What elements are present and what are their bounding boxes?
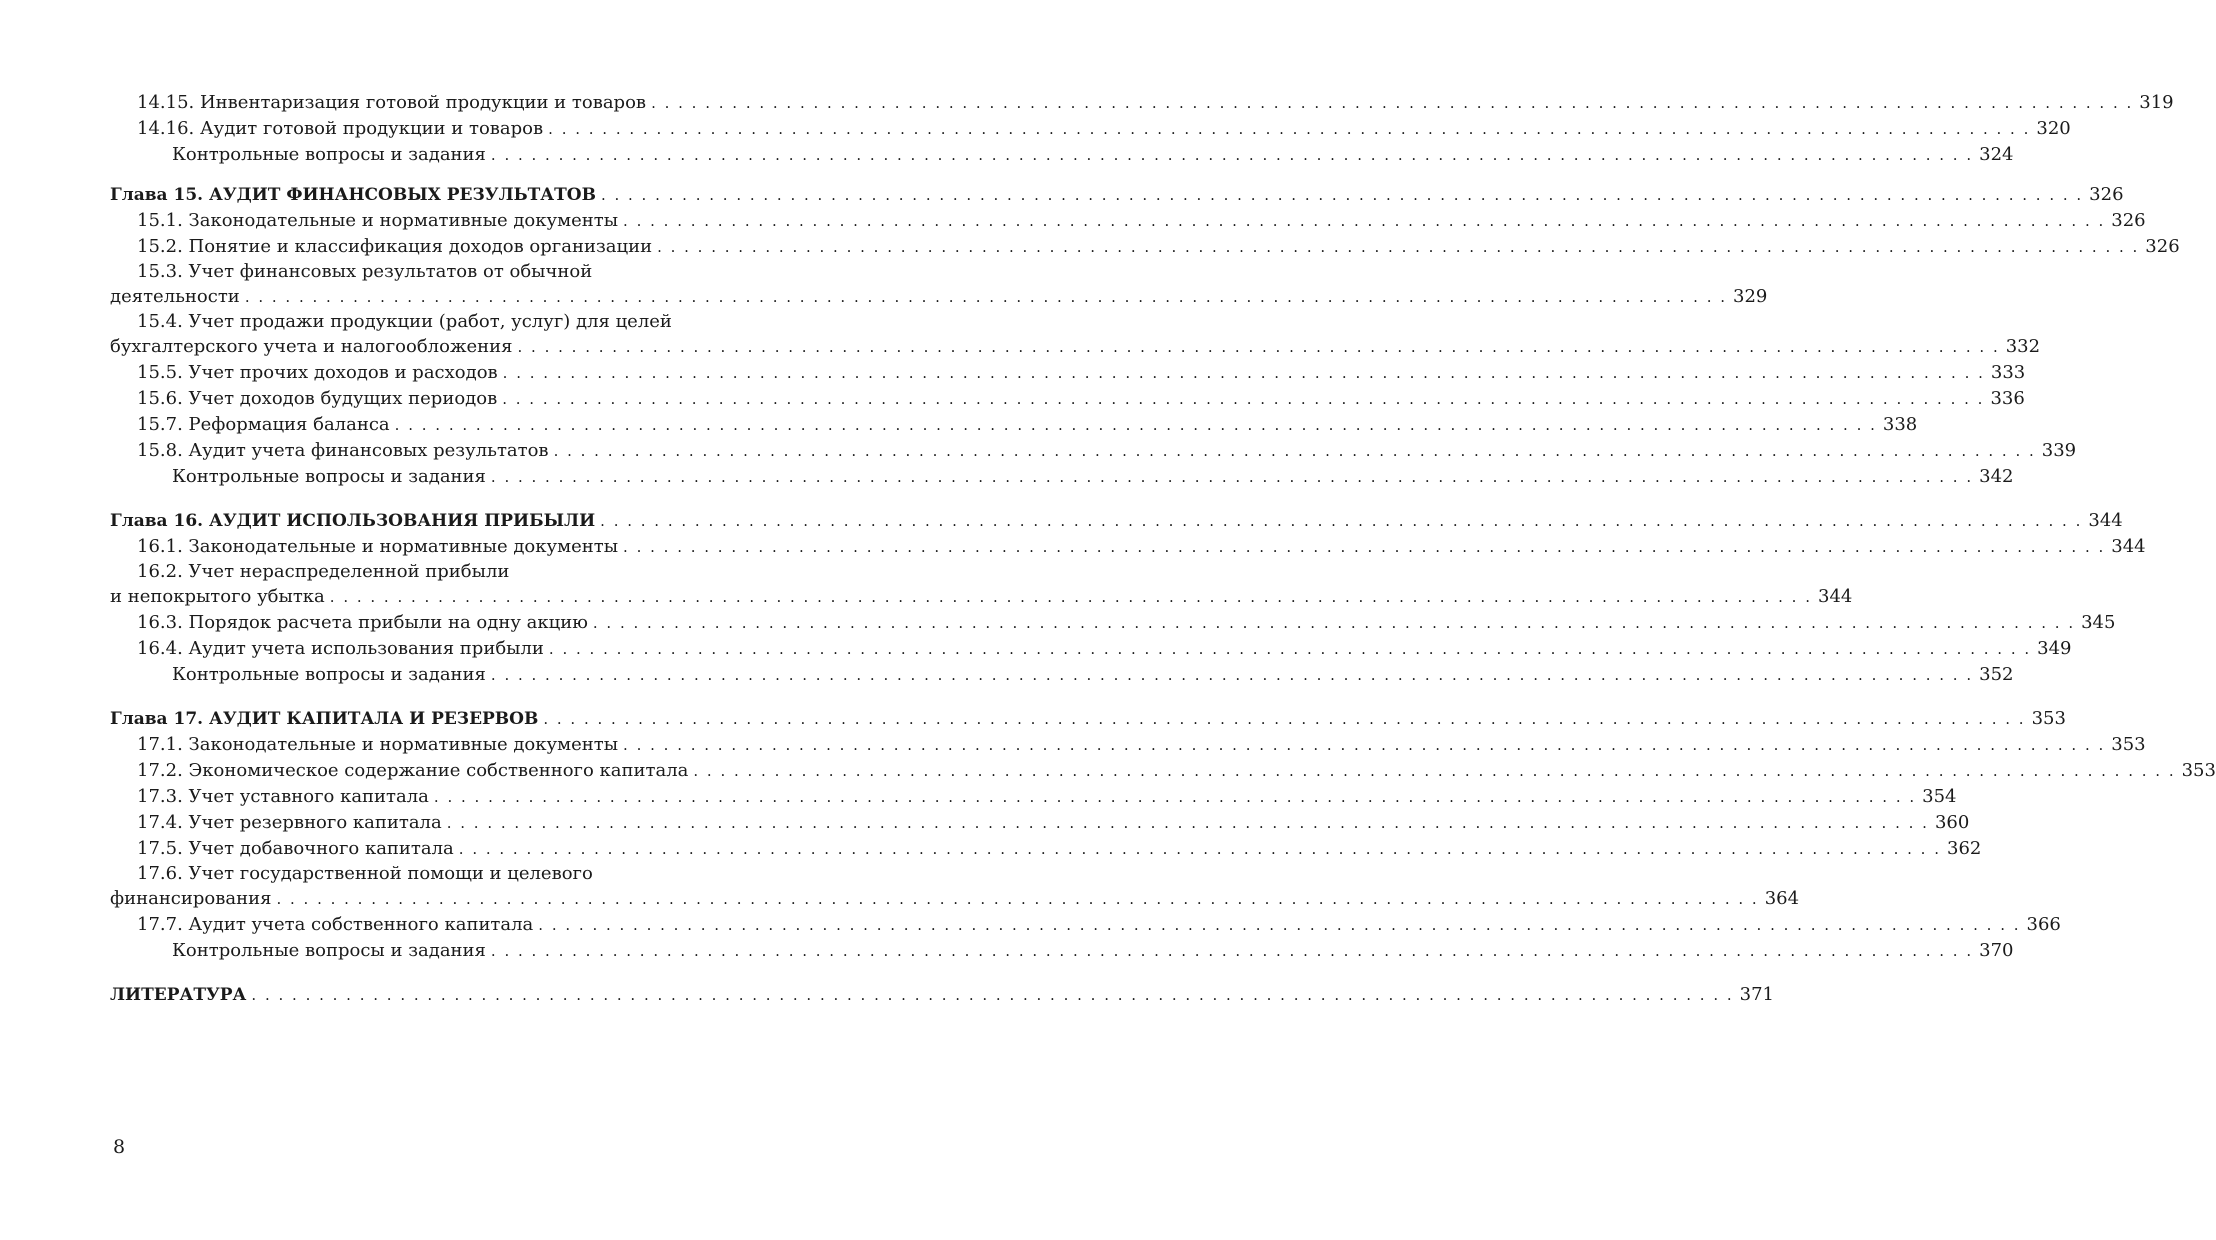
leader-dots: [623, 208, 2105, 234]
table-of-contents: [110, 90, 2216, 1008]
toc-entry-title: 17.1. Законодательные и нормативные документы: [137, 734, 619, 755]
toc-entry-title: 14.16. Аудит готовой продукции и товаров: [137, 118, 544, 139]
toc-entry-page: 326: [2145, 236, 2180, 257]
toc-entry[interactable]: [110, 610, 2116, 636]
chapter-page: 353: [2031, 708, 2066, 729]
toc-entry-page: 366: [2026, 914, 2061, 935]
toc-entry-page: 339: [2041, 440, 2077, 461]
toc-entry-title: Контрольные вопросы и задания: [172, 466, 486, 487]
leader-dots: [491, 464, 1973, 490]
toc-entry-title-line2-row: [110, 584, 1853, 610]
leader-dots: [593, 610, 2075, 636]
toc-entry-page: 342: [1979, 466, 2014, 487]
toc-entry-title: Контрольные вопросы и задания: [172, 144, 486, 165]
leader-dots: [447, 810, 1929, 836]
toc-entry-page: 349: [2037, 638, 2072, 659]
toc-entry-title-line2-row: [110, 334, 2041, 360]
toc-entry-page: 353: [2181, 760, 2216, 781]
toc-entry-page: 344: [2111, 536, 2146, 557]
toc-entry-title-line2: бухгалтерского учета и налогообложения: [110, 336, 513, 357]
toc-entry-title: 17.7. Аудит учета собственного капитала: [137, 914, 534, 935]
toc-entry-title: 15.8. Аудит учета финансовых результатов: [137, 440, 549, 461]
toc-entry-page: 332: [2005, 336, 2041, 357]
leader-dots: [434, 784, 1916, 810]
toc-entry[interactable]: [110, 90, 2174, 116]
leader-dots: [554, 438, 2036, 464]
toc-entry-title: Контрольные вопросы и задания: [172, 940, 486, 961]
toc-entry-title-line2-row: [110, 886, 1800, 912]
toc-entry-page: 329: [1733, 286, 1768, 307]
toc-entry-page: 319: [2139, 92, 2174, 113]
toc-entry-title: 15.5. Учет прочих доходов и расходов: [137, 362, 498, 383]
toc-entry-page: 353: [2111, 734, 2146, 755]
toc-entry-title: 17.3. Учет уставного капитала: [137, 786, 429, 807]
toc-entry-multiline[interactable]: [110, 310, 2041, 360]
toc-entry[interactable]: [110, 636, 2072, 662]
toc-entry-page: 326: [2111, 210, 2146, 231]
toc-entry[interactable]: [110, 234, 2180, 260]
toc-chapter-15[interactable]: [110, 182, 2124, 208]
toc-entry-title-line2: деятельности: [110, 286, 240, 307]
toc-entry-multiline[interactable]: [110, 260, 1768, 310]
toc-entry[interactable]: [110, 732, 2146, 758]
toc-entry[interactable]: [110, 912, 2061, 938]
toc-entry-page: 352: [1979, 664, 2014, 685]
toc-entry-questions[interactable]: [110, 464, 2014, 490]
toc-entry-page: 336: [1990, 388, 2025, 409]
leader-dots: [623, 534, 2105, 560]
toc-entry-title: 15.7. Реформация баланса: [137, 414, 390, 435]
toc-entry-title: 17.2. Экономическое содержание собственного капитала: [137, 760, 689, 781]
leader-dots: [491, 938, 1973, 964]
toc-entry-multiline[interactable]: [110, 560, 1853, 610]
leader-dots: [543, 706, 2025, 732]
toc-entry[interactable]: [110, 836, 1982, 862]
toc-chapter-17[interactable]: [110, 706, 2066, 732]
toc-entry-page: 354: [1922, 786, 1957, 807]
leader-dots: [549, 636, 2031, 662]
leader-dots: [538, 912, 2020, 938]
toc-entry-page: 324: [1979, 144, 2014, 165]
toc-entry[interactable]: [110, 784, 1957, 810]
leader-dots: [245, 284, 1727, 310]
toc-entry-page: 370: [1979, 940, 2014, 961]
toc-entry[interactable]: [110, 360, 2026, 386]
literature-page: 371: [1739, 984, 1774, 1005]
page-number: 8: [113, 1136, 126, 1158]
chapter-page: 344: [2088, 510, 2123, 531]
toc-entry-questions[interactable]: [110, 662, 2014, 688]
toc-entry[interactable]: [110, 438, 2077, 464]
toc-entry-page: 320: [2036, 118, 2071, 139]
leader-dots: [623, 732, 2105, 758]
toc-entry[interactable]: [110, 386, 2025, 412]
leader-dots: [491, 142, 1973, 168]
toc-entry-title-line2-row: [110, 284, 1768, 310]
leader-dots: [395, 412, 1877, 438]
toc-entry-title: 16.4. Аудит учета использования прибыли: [137, 638, 544, 659]
toc-entry-title-line1: 15.3. Учет финансовых результатов от обычной: [137, 261, 593, 282]
toc-entry-title: 17.5. Учет добавочного капитала: [137, 838, 454, 859]
toc-entry-title: 14.15. Инвентаризация готовой продукции и товаров: [137, 92, 647, 113]
toc-entry[interactable]: [110, 534, 2146, 560]
toc-entry-title-line2: и непокрытого убытка: [110, 586, 325, 607]
leader-dots: [503, 360, 1985, 386]
toc-entry-title-line2: финансирования: [110, 888, 272, 909]
chapter-title: Глава 17. АУДИТ КАПИТАЛА И РЕЗЕРВОВ: [110, 709, 539, 729]
chapter-title: Глава 16. АУДИТ ИСПОЛЬЗОВАНИЯ ПРИБЫЛИ: [110, 511, 596, 531]
toc-entry[interactable]: [110, 116, 2071, 142]
toc-entry-title: 15.1. Законодательные и нормативные документы: [137, 210, 619, 231]
chapter-page: 326: [2089, 184, 2124, 205]
leader-dots: [601, 182, 2083, 208]
toc-entry-page: 344: [1818, 586, 1853, 607]
leader-dots: [491, 662, 1973, 688]
leader-dots: [693, 758, 2175, 784]
toc-entry[interactable]: [110, 208, 2146, 234]
toc-entry-page: 362: [1947, 838, 1982, 859]
toc-entry-title: 16.3. Порядок расчета прибыли на одну акцию: [137, 612, 588, 633]
leader-dots: [548, 116, 2030, 142]
leader-dots: [518, 334, 2000, 360]
toc-entry-title: 15.2. Понятие и классификация доходов организации: [137, 236, 653, 257]
toc-chapter-16[interactable]: [110, 508, 2123, 534]
toc-entry-page: 338: [1882, 414, 1918, 435]
toc-entry-page: 333: [1990, 362, 2026, 383]
leader-dots: [502, 386, 1984, 412]
toc-entry[interactable]: [110, 758, 2216, 784]
leader-dots: [651, 90, 2133, 116]
toc-entry[interactable]: [110, 412, 1918, 438]
leader-dots: [600, 508, 2082, 534]
literature-title: ЛИТЕРАТУРА: [110, 985, 247, 1005]
toc-entry-page: 345: [2081, 612, 2116, 633]
leader-dots: [459, 836, 1941, 862]
toc-entry-multiline[interactable]: [110, 862, 1800, 912]
leader-dots: [276, 886, 1758, 912]
toc-entry-title: 17.4. Учет резервного капитала: [137, 812, 442, 833]
toc-entry-title: 16.1. Законодательные и нормативные документы: [137, 536, 619, 557]
toc-entry-title-line1: 17.6. Учет государственной помощи и целевого: [137, 863, 593, 884]
leader-dots: [657, 234, 2139, 260]
toc-entry-title: Контрольные вопросы и задания: [172, 664, 486, 685]
toc-entry-questions[interactable]: [110, 142, 2014, 168]
toc-entry-questions[interactable]: [110, 938, 2014, 964]
leader-dots: [251, 982, 1733, 1008]
toc-literature[interactable]: [110, 982, 1774, 1008]
toc-entry-title-line1: 16.2. Учет нераспределенной прибыли: [137, 561, 510, 582]
chapter-title: Глава 15. АУДИТ ФИНАНСОВЫХ РЕЗУЛЬТАТОВ: [110, 185, 596, 205]
toc-entry[interactable]: [110, 810, 1970, 836]
toc-entry-page: 364: [1764, 888, 1800, 909]
leader-dots: [330, 584, 1812, 610]
toc-entry-page: 360: [1934, 812, 1970, 833]
toc-entry-title-line1: 15.4. Учет продажи продукции (работ, услуг) для целей: [137, 311, 672, 332]
toc-entry-title: 15.6. Учет доходов будущих периодов: [137, 388, 498, 409]
